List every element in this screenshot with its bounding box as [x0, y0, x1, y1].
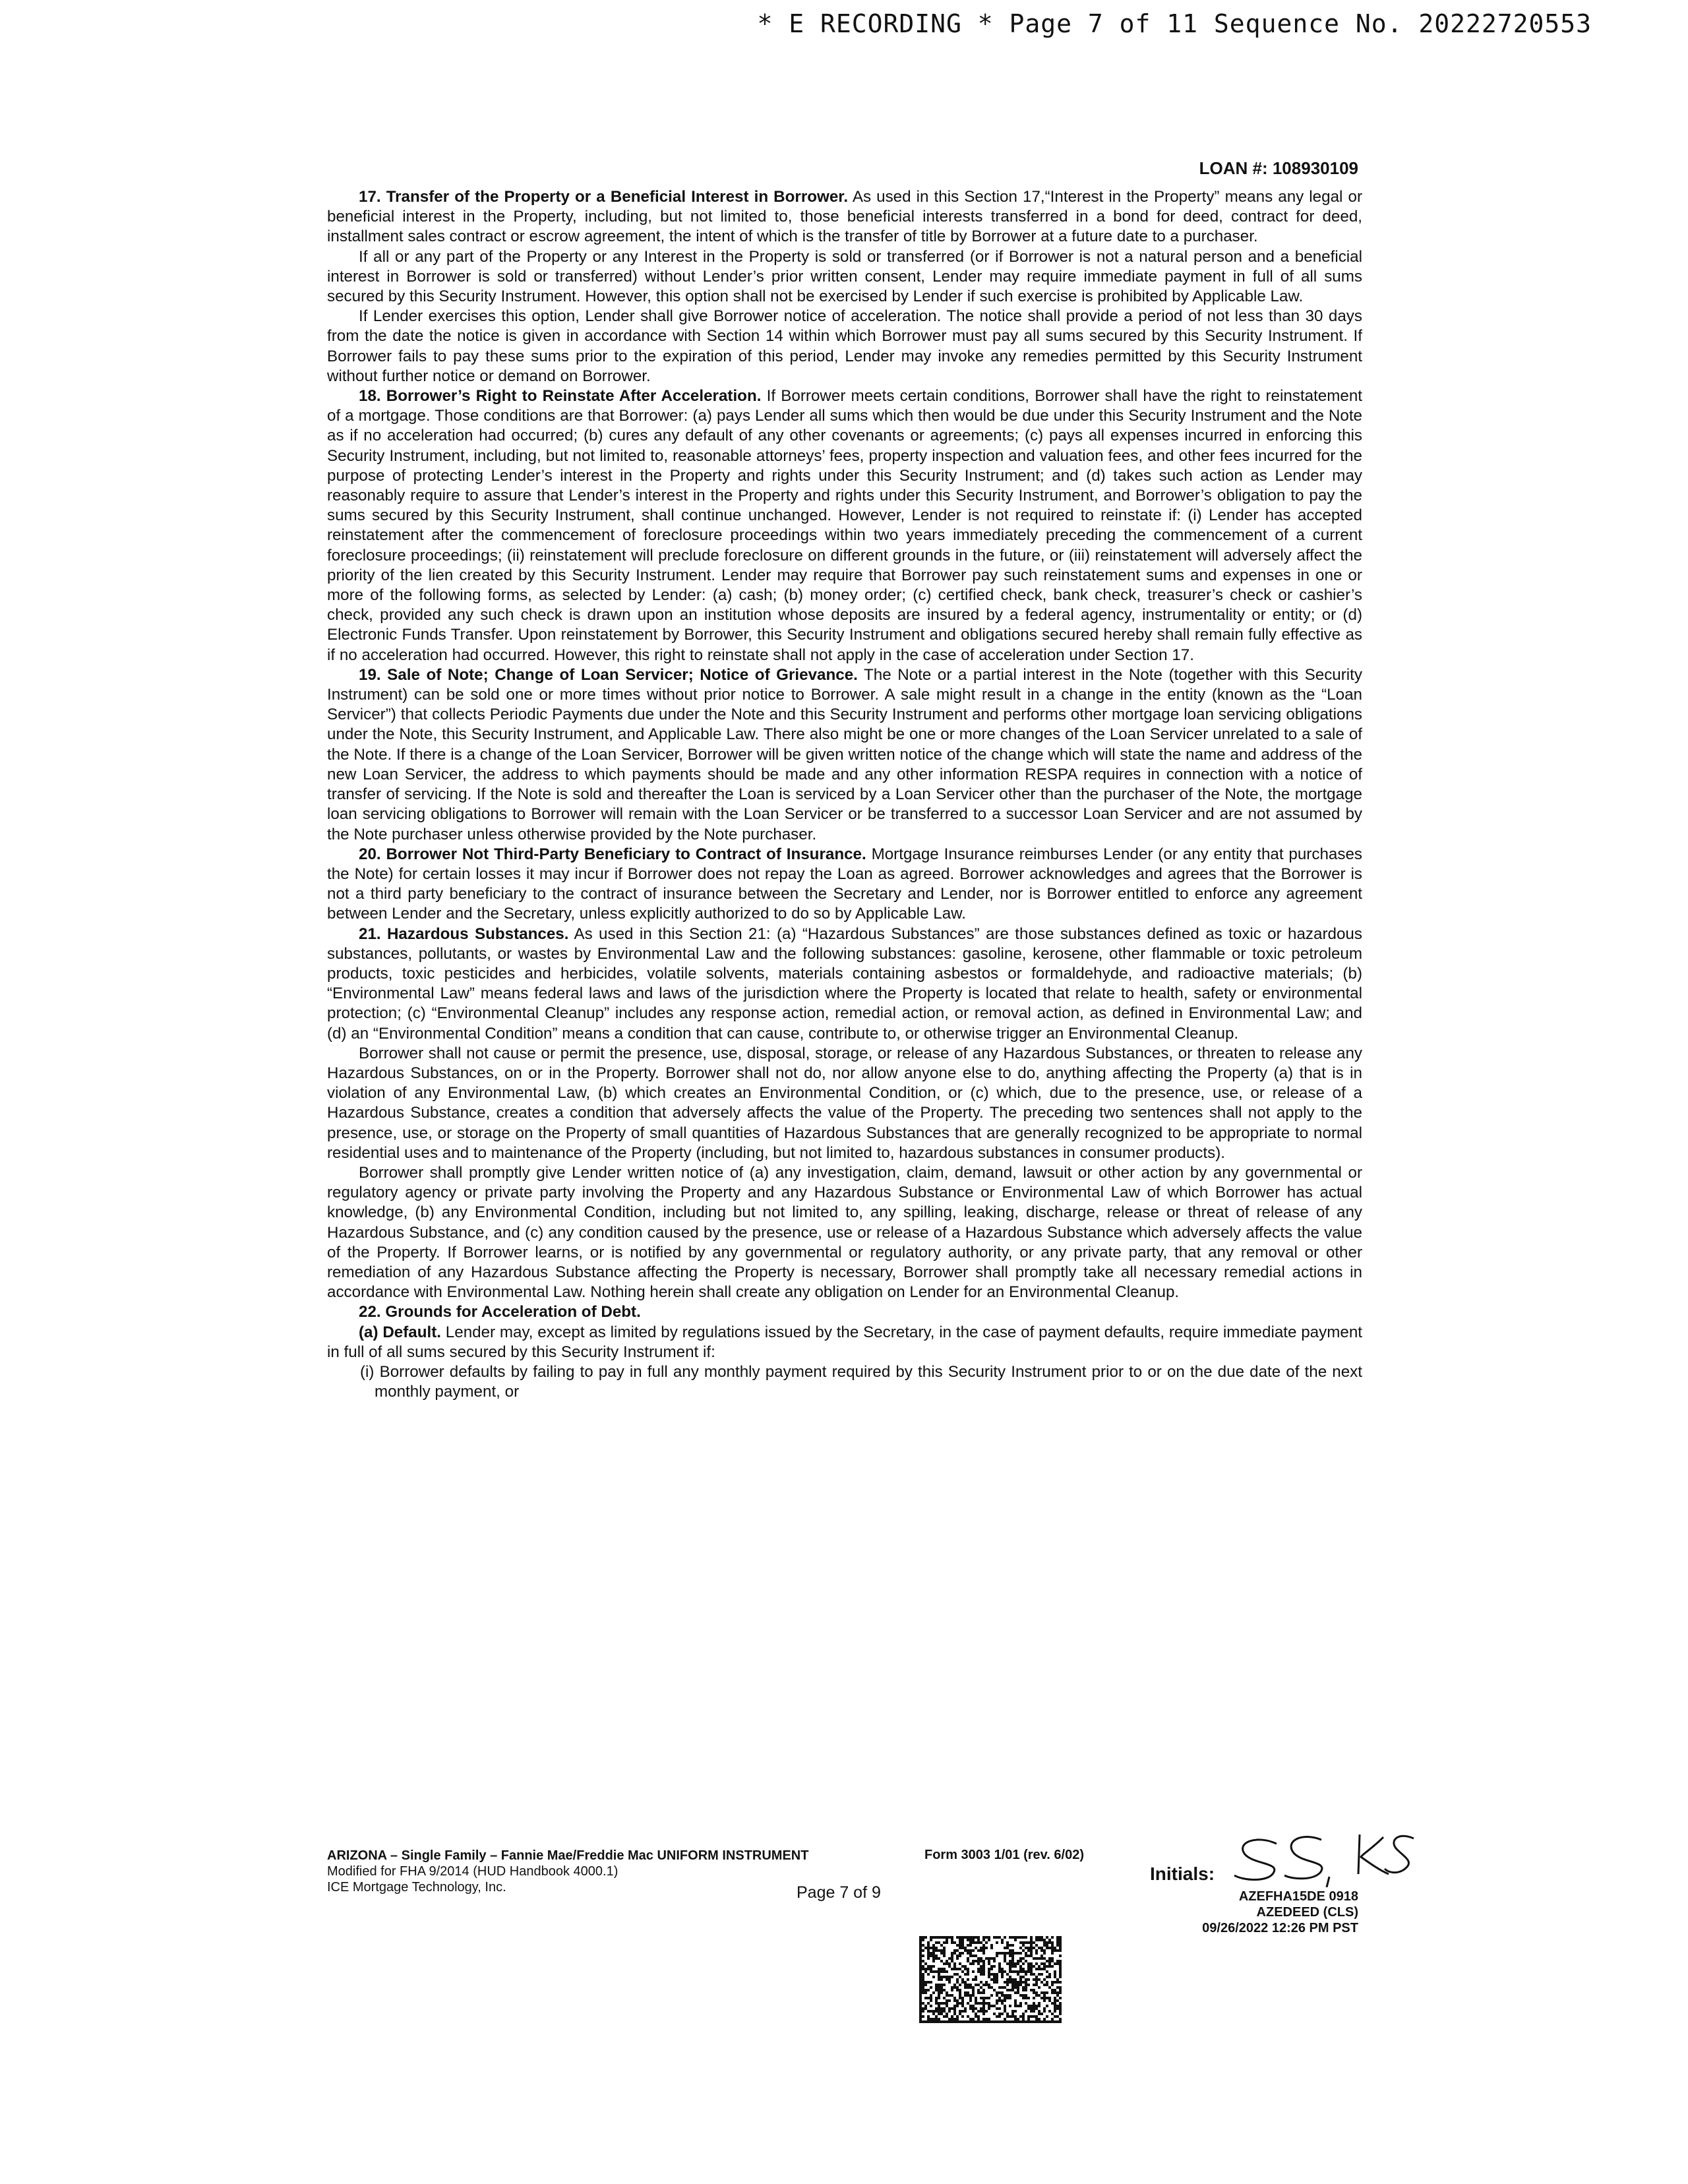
section-19-text: The Note or a partial interest in the Note (together with this Security Instrument) can be sold one or more times without prior notice to Borrower. A sale might result in a change in the entity (known as the “Loan Servicer”) that collects Periodic Payments due under the Note and this Security Instrument and performs other mortgage loan servicing obligations under the Note, this Security Instrument, and Applicable Law. There also might be one or more changes of the Loan Servicer unrelated to a sale of the Note. If there is a change of the Loan Servicer, Borrower will be given written notice of the change which will state the name and address of the new Loan Servicer, the address to which payments should be made and any other information RESPA requires in connection with a notice of transfer of servicing. If the Note is sold and thereafter the Loan is serviced by a Loan Servicer other than the purchaser of the Note, the mortgage loan servicing obligations to Borrower will remain with the Loan Servicer or be transferred to a successor Loan Servicer and are not assumed by the Note purchaser unless otherwise provided by the Note purchaser. [327, 665, 1362, 843]
footer-form-number: Form 3003 1/01 (rev. 6/02) [924, 1848, 1084, 1862]
section-22-title: 22. Grounds for Acceleration of Debt. [359, 1303, 641, 1321]
initials-signature [1230, 1828, 1415, 1887]
loan-number: LOAN #: 108930109 [1199, 158, 1358, 178]
section-17-paragraph-3: If Lender exercises this option, Lender shall give Borrower notice of acceleration. The notice shall provide a period of not less than 30 days from the date the notice is given in accordance with Section 14 within which Borrower must pay all sums secured by this Security Instrument. If Borrower fails to pay these sums prior to the expiration of this period, Lender may invoke any remedies permitted by this Security Instrument without further notice or demand on Borrower. [327, 307, 1362, 385]
section-18 [327, 386, 1362, 665]
footer-form-info [327, 1848, 808, 1895]
section-20-title: 20. Borrower Not Third-Party Beneficiary to Contract of Insurance. [359, 845, 866, 863]
section-17-text: As used in this Section 17,“Interest in the Property” means any legal or beneficial interest in the Property, including, but not limited to, those beneficial interests transferred in a bond for deed, contract for deed, installment sales contract or escrow agreement, the intent of which is the transfer of title by Borrower at a future date to a purchaser. [327, 188, 1362, 246]
section-21-title: 21. Hazardous Substances. [359, 925, 569, 943]
section-17-paragraph-2: If all or any part of the Property or any Interest in the Property is sold or transferred (or if Borrower is not a natural person and a beneficial interest in Borrower is sold or transferred) without Lender’s prior written consent, Lender may require immediate payment in full of all sums secured by this Security Instrument. However, this option shall not be exercised by Lender if such exercise is prohibited by Applicable Law. [327, 247, 1362, 306]
initials-label: Initials: [1150, 1864, 1215, 1884]
footer-code-1: AZEFHA15DE 0918 [1238, 1889, 1358, 1904]
recording-header: * E RECORDING * Page 7 of 11 Sequence No. 20222720553 [757, 9, 1592, 38]
section-17-title: 17. Transfer of the Property or a Beneficial Interest in Borrower. [359, 188, 849, 206]
footer-code-2: AZEDEED (CLS) [1256, 1905, 1358, 1920]
section-18-text: If Borrower meets certain conditions, Borrower shall have the right to reinstatement of a mortgage. Those conditions are that Borrower: (a) pays Lender all sums which then would be due under this Security Instrument and the Note as if no acceleration had occurred; (b) cures any default of any other covenants or agreements; (c) pays all expenses incurred in enforcing this Security Instrument, including, but not limited to, reasonable attorneys’ fees, property inspection and valuation fees, and other fees incurred for the purpose of protecting Lender’s interest in the Property and rights under this Security Instrument; and (d) takes such action as Lender may reasonably require to assure that Lender’s interest in the Property and rights under this Security Instrument, and Borrower’s obligation to pay the sums secured by this Security Instrument, shall continue unchanged. However, Lender is not required to reinstate if: (i) Lender has accepted reinstatement after the commencement of foreclosure proceedings within two years immediately preceding the commencement of a current foreclosure proceedings; (ii) reinstatement will preclude foreclosure on different grounds in the future, or (iii) reinstatement will adversely affect the priority of the lien created by this Security Instrument. Lender may require that Borrower pay such reinstatement sums and expenses in one or more of the following forms, as selected by Lender: (a) cash; (b) money order; (c) certified check, bank check, treasurer’s check or cashier’s check, provided any such check is drawn upon an institution whose deposits are insured by a federal agency, instrumentality or entity; or (d) Electronic Funds Transfer. Upon reinstatement by Borrower, this Security Instrument and obligations secured hereby shall remain fully effective as if no acceleration had occurred. However, this right to reinstate shall not apply in the case of acceleration under Section 17. [327, 387, 1362, 664]
section-19-title: 19. Sale of Note; Change of Loan Servicer; Notice of Grievance. [359, 665, 858, 684]
2d-barcode [919, 1936, 1062, 2023]
footer-state-line: ARIZONA – Single Family – Fannie Mae/Freddie Mac UNIFORM INSTRUMENT [327, 1848, 809, 1863]
section-22 [327, 1302, 1362, 1322]
section-22a [327, 1323, 1362, 1362]
section-22a-text: Lender may, except as limited by regulations issued by the Secretary, in the case of payment defaults, require immediate payment in full of all sums secured by this Security Instrument if: [327, 1323, 1362, 1361]
section-17 [327, 187, 1362, 247]
section-21 [327, 925, 1362, 1044]
footer-page-number: Page 7 of 9 [797, 1883, 881, 1902]
section-21-text: As used in this Section 21: (a) “Hazardous Substances” are those substances defined as toxic or hazardous substances, pollutants, or wastes by Environmental Law and the following substances: gasoline, kerosene, other flammable or toxic petroleum products, toxic pesticides and herbicides, volatile solvents, materials containing asbestos or formaldehyde, and radioactive materials; (b) “Environmental Law” means federal laws and laws of the jurisdiction where the Property is located that relate to health, safety or environmental protection; (c) “Environmental Cleanup” includes any response action, remedial action, or removal action, as defined in Environmental Law; and (d) an “Environmental Condition” means a condition that can cause, contribute to, or otherwise trigger an Environmental Cleanup. [327, 925, 1362, 1043]
section-21-paragraph-2: Borrower shall not cause or permit the presence, use, disposal, storage, or release of any Hazardous Substances, or threaten to release any Hazardous Substances, on or in the Property. Borrower shall not do, nor allow anyone else to do, anything affecting the Property (a) that is in violation of any Environmental Law, (b) which creates an Environmental Condition, or (c) which, due to the presence, use, or release of a Hazardous Substance, creates a condition that adversely affects the value of the Property. The preceding two sentences shall not apply to the presence, use, or storage on the Property of small quantities of Hazardous Substances that are generally recognized to be appropriate to normal residential uses and to maintenance of the Property (including, but not limited to, hazardous substances in consumer products). [327, 1044, 1362, 1162]
section-18-title: 18. Borrower’s Right to Reinstate After Acceleration. [359, 387, 762, 406]
section-20-text: Mortgage Insurance reimburses Lender (or any entity that purchases the Note) for certain losses it may incur if Borrower does not repay the Loan as agreed. Borrower acknowledges and agrees that the Borrower is not a third party beneficiary to the contract of insurance between the Secretary and Lender, nor is Borrower entitled to enforce any agreement between Lender and the Secretary, unless explicitly authorized to do so by Applicable Law. [327, 845, 1363, 923]
footer-timestamp: 09/26/2022 12:26 PM PST [1202, 1921, 1358, 1935]
footer-company: ICE Mortgage Technology, Inc. [327, 1880, 506, 1895]
document-body [327, 187, 1362, 1402]
section-21-paragraph-3: Borrower shall promptly give Lender written notice of (a) any investigation, claim, demand, lawsuit or other action by any governmental or regulatory agency or private party involving the Property and any Hazardous Substance or Environmental Law of which Borrower has actual knowledge, (b) any Environmental Condition, including but not limited to, any spilling, leaking, discharge, release or threat of release of any Hazardous Substance, and (c) any condition caused by the presence, use or release of a Hazardous Substance which adversely affects the value of the Property. If Borrower learns, or is notified by any governmental or regulatory authority, or any private party, that any removal or other remediation of any Hazardous Substance affecting the Property is necessary, Borrower shall promptly take all necessary remedial actions in accordance with Environmental Law. Nothing herein shall create any obligation on Lender for an Environmental Cleanup. [327, 1163, 1362, 1302]
section-19 [327, 665, 1362, 845]
section-20 [327, 845, 1362, 925]
section-22a-item-i: (i) Borrower defaults by failing to pay in full any monthly payment required by this Security Instrument prior to or on the due date of the next monthly payment, or [360, 1362, 1362, 1401]
section-22a-title: (a) Default. [359, 1323, 442, 1341]
footer-modified-line: Modified for FHA 9/2014 (HUD Handbook 4000.1) [327, 1864, 618, 1879]
footer-document-codes [1202, 1889, 1358, 1936]
